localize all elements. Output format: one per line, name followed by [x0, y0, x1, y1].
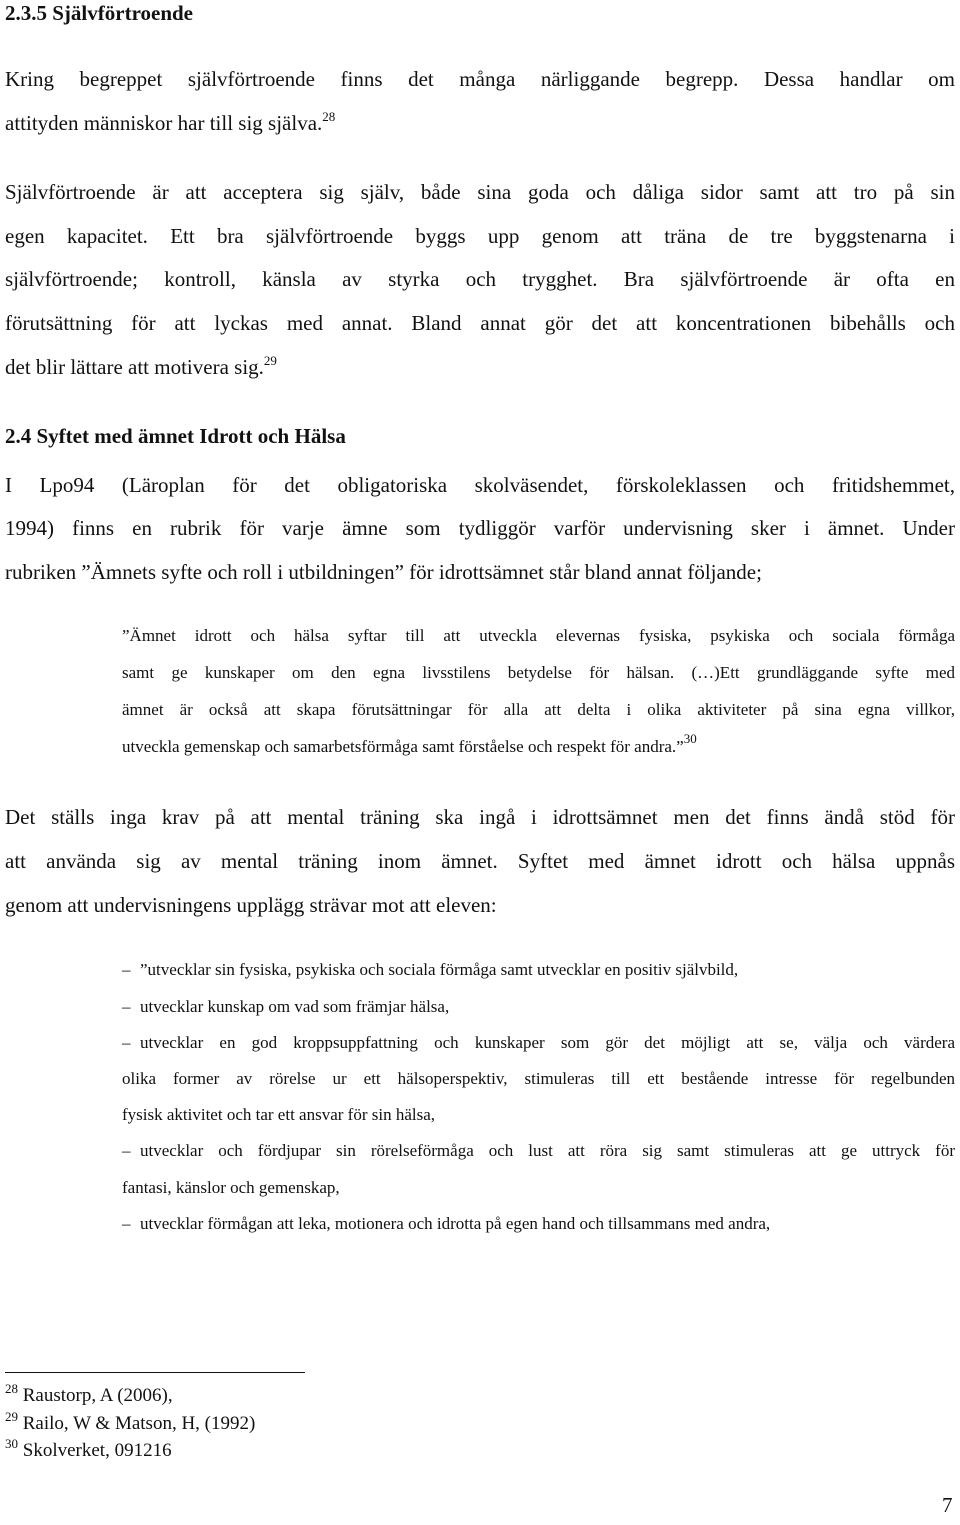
footnote-ref: 28	[322, 109, 336, 124]
list-item-continuation: fantasi, känslor och gemenskap,	[122, 1178, 340, 1197]
list-item-dash: –	[122, 1033, 131, 1052]
list-item-dash: –	[122, 1141, 131, 1160]
quote-line: ämnet är också att skapa förutsättningar för alla att delta i olika aktiviteter på sina egna villkor,	[122, 700, 955, 719]
paragraph-text: det blir lättare att motivera sig.	[5, 355, 264, 379]
footnote	[5, 1409, 256, 1435]
paragraph-line: Självförtroende är att acceptera sig själv, både sina goda och dåliga sidor samt att tro på sin	[5, 180, 955, 204]
paragraph-line	[5, 355, 277, 380]
footnote-number: 30	[5, 1436, 18, 1451]
footnote-text: Skolverket, 091216	[22, 1440, 172, 1461]
section-heading-2-4: 2.4 Syftet med ämnet Idrott och Hälsa	[5, 424, 346, 448]
list-item: utvecklar och fördjupar sin rörelseförmåga och lust att röra sig samt stimuleras att ge uttryck för	[140, 1141, 955, 1160]
list-item: utvecklar kunskap om vad som främjar hälsa,	[140, 997, 450, 1016]
page-number: 7	[942, 1493, 953, 1517]
list-item: utvecklar en god kroppsuppfattning och kunskaper som gör det möjligt att se, välja och värdera	[140, 1033, 955, 1052]
paragraph-line: självförtroende; kontroll, känsla av styrka och trygghet. Bra självförtroende är ofta en	[5, 267, 955, 291]
list-item-continuation: fysisk aktivitet och tar ett ansvar för sin hälsa,	[122, 1105, 435, 1124]
paragraph-line: att använda sig av mental träning inom ämnet. Syftet med ämnet idrott och hälsa uppnås	[5, 849, 955, 873]
quote-line: samt ge kunskaper om den egna livsstilens betydelse för hälsan. (…)Ett grundläggande syfte med	[122, 663, 955, 682]
footnote-number: 28	[5, 1381, 18, 1396]
quote-line: ”Ämnet idrott och hälsa syftar till att utveckla elevernas fysiska, psykiska och sociala förmåga	[122, 626, 955, 645]
footnote-text: Raustorp, A (2006),	[22, 1385, 173, 1406]
footnote-ref: 30	[683, 731, 697, 746]
list-item: utvecklar förmågan att leka, motionera och idrotta på egen hand och tillsammans med andra,	[140, 1214, 771, 1233]
footnote	[5, 1381, 173, 1407]
list-item-dash: –	[122, 960, 131, 979]
quote-line	[122, 731, 697, 757]
section-heading-2-3-5: 2.3.5 Självförtroende	[5, 1, 194, 25]
footnote	[5, 1436, 172, 1462]
paragraph-line: förutsättning för att lyckas med annat. Bland annat gör det att koncentrationen bibehålls och	[5, 311, 955, 335]
footnote-separator	[5, 1372, 305, 1373]
footnote-ref: 29	[263, 353, 277, 368]
paragraph-line: egen kapacitet. Ett bra självförtroende byggs upp genom att träna de tre byggstenarna i	[5, 224, 955, 248]
paragraph-line: rubriken ”Ämnets syfte och roll i utbildningen” för idrottsämnet står bland annat följande;	[5, 560, 762, 584]
list-item-dash: –	[122, 1214, 131, 1233]
paragraph-line: I Lpo94 (Läroplan för det obligatoriska skolväsendet, förskoleklassen och fritidshemmet,	[5, 473, 955, 497]
footnote-number: 29	[5, 1409, 18, 1424]
footnote-text: Railo, W & Matson, H, (1992)	[22, 1413, 256, 1434]
paragraph-line	[5, 111, 335, 136]
paragraph-line: Det ställs inga krav på att mental träning ska ingå i idrottsämnet men det finns ändå stöd för	[5, 805, 955, 829]
list-item-continuation: olika former av rörelse ur ett hälsoperspektiv, stimuleras till ett bestående intresse för regelbunden	[122, 1069, 955, 1088]
paragraph-line: 1994) finns en rubrik för varje ämne som tydliggör varför undervisning sker i ämnet. Under	[5, 516, 955, 540]
quote-text: utveckla gemenskap och samarbetsförmåga samt förståelse och respekt för andra.”	[122, 737, 684, 756]
paragraph-line: genom att undervisningens upplägg strävar mot att eleven:	[5, 893, 497, 917]
list-item-dash: –	[122, 997, 131, 1016]
paragraph-text: attityden människor har till sig själva.	[5, 111, 323, 135]
paragraph-line: Kring begreppet självförtroende finns det många närliggande begrepp. Dessa handlar om	[5, 67, 955, 91]
list-item: ”utvecklar sin fysiska, psykiska och sociala förmåga samt utvecklar en positiv självbild,	[140, 960, 739, 979]
